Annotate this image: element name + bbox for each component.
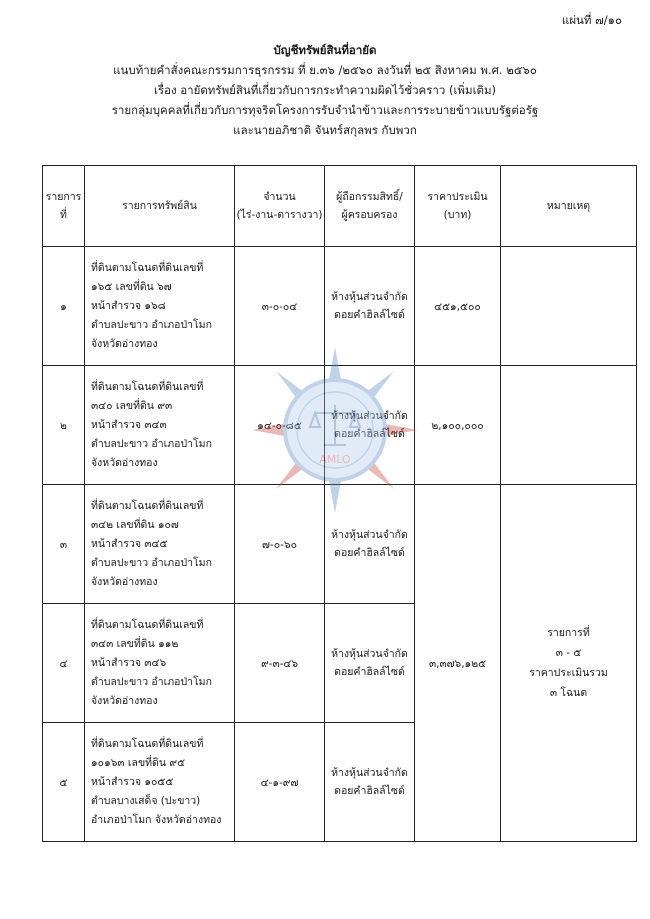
- document-header: [0, 40, 650, 140]
- header-desc: รายการทรัพย์สิน: [85, 166, 235, 247]
- header-area: [235, 166, 325, 247]
- desc-line: ที่ดินตามโฉนดที่ดินเลขที่: [91, 499, 204, 512]
- doc-persons: และนายอภิชาติ จันทร์สกุลพร กับพวก: [233, 123, 417, 137]
- asset-owner: [325, 366, 415, 485]
- asset-area: ๙-๓-๔๖: [235, 604, 325, 723]
- doc-group: รายกลุ่มบุคคลที่เกี่ยวกับการทุจริตโครงการรับจำนำข้าวและการระบายข้าวแบบรัฐต่อรัฐ: [111, 103, 539, 117]
- doc-order-ref: แนบท้ายคำสั่งคณะกรรมการธุรกรรม ที่ ย.๓๖ /๒๕๖๐ ลงวันที่ ๒๕ สิงหาคม พ.ศ. ๒๕๖๐: [113, 63, 537, 77]
- header-no: รายการที่: [43, 166, 85, 247]
- desc-line: ที่ดินตามโฉนดที่ดินเลขที่: [91, 737, 204, 750]
- owner-line: ห้างหุ้นส่วนจำกัด: [331, 529, 408, 541]
- asset-area: ๓-๐-๐๔: [235, 247, 325, 366]
- owner-line: ห้างหุ้นส่วนจำกัด: [331, 410, 408, 422]
- remark-line: ราคาประเมินรวม: [529, 667, 608, 679]
- row-number: ๔: [43, 604, 85, 723]
- header-owner-line2: ผู้ครอบครอง: [341, 209, 398, 221]
- desc-line: อำเภอป่าโมก จังหวัดอ่างทอง: [91, 813, 222, 826]
- asset-description: [85, 485, 235, 604]
- header-owner: [325, 166, 415, 247]
- asset-price: ๔๕๑,๕๐๐: [415, 247, 501, 366]
- asset-description: [85, 723, 235, 842]
- owner-line: ดอยคำฮิลล์ไซด์: [334, 666, 405, 678]
- asset-description: [85, 247, 235, 366]
- table-row: [43, 247, 637, 366]
- owner-line: ห้างหุ้นส่วนจำกัด: [331, 291, 408, 303]
- page-number: แผ่นที่ ๗/๑๐: [561, 13, 622, 27]
- remark-line: ๓ - ๕: [555, 647, 582, 659]
- asset-area: ๔-๑-๙๗: [235, 723, 325, 842]
- table-row: [43, 485, 637, 604]
- desc-line: ๓๔๐ เลขที่ดิน ๙๓: [91, 399, 173, 412]
- seal-text: AMLO: [319, 453, 351, 466]
- doc-title: บัญชีทรัพย์สินที่อายัด: [273, 43, 377, 57]
- owner-line: ดอยคำฮิลล์ไซด์: [334, 428, 405, 440]
- desc-line: ตำบลปะขาว อำเภอป่าโมก: [91, 318, 212, 331]
- row-number: ๕: [43, 723, 85, 842]
- desc-line: หน้าสำรวจ ๓๔๕: [91, 537, 168, 550]
- asset-price: ๒,๑๐๐,๐๐๐: [415, 366, 501, 485]
- doc-subject: เรื่อง อายัดทรัพย์สินที่เกี่ยวกับการกระทำความผิดไว้ชั่วคราว (เพิ่มเติม): [153, 83, 497, 97]
- asset-remark: [501, 366, 637, 485]
- desc-line: ๑๖๕ เลขที่ดิน ๖๗: [91, 280, 172, 293]
- row-number: ๑: [43, 247, 85, 366]
- asset-owner: [325, 485, 415, 604]
- asset-owner: [325, 247, 415, 366]
- desc-line: ๓๔๒ เลขที่ดิน ๑๐๗: [91, 518, 179, 531]
- owner-line: ดอยคำฮิลล์ไซด์: [334, 785, 405, 797]
- owner-line: ห้างหุ้นส่วนจำกัด: [331, 648, 408, 660]
- desc-line: ตำบลบางเสด็จ (ปะขาว): [91, 794, 201, 807]
- desc-line: ตำบลปะขาว อำเภอป่าโมก: [91, 556, 212, 569]
- asset-remark: [501, 247, 637, 366]
- header-area-line2: (ไร่-งาน-ตารางวา): [236, 209, 323, 221]
- asset-area: ๑๔-๐-๘๕: [235, 366, 325, 485]
- row-number: ๒: [43, 366, 85, 485]
- row-number: ๓: [43, 485, 85, 604]
- merged-remark: [501, 485, 637, 842]
- header-area-line1: จำนวน: [263, 191, 296, 203]
- desc-line: จังหวัดอ่างทอง: [91, 456, 158, 469]
- desc-line: หน้าสำรวจ ๑๐๕๕: [91, 775, 174, 788]
- desc-line: หน้าสำรวจ ๑๖๘: [91, 299, 166, 312]
- desc-line: ตำบลปะขาว อำเภอป่าโมก: [91, 437, 212, 450]
- owner-line: ดอยคำฮิลล์ไซด์: [334, 547, 405, 559]
- desc-line: จังหวัดอ่างทอง: [91, 575, 158, 588]
- header-price-line1: ราคาประเมิน: [427, 191, 488, 203]
- desc-line: หน้าสำรวจ ๓๔๓: [91, 418, 167, 431]
- desc-line: จังหวัดอ่างทอง: [91, 694, 158, 707]
- header-price: [415, 166, 501, 247]
- desc-line: ๓๔๓ เลขที่ดิน ๑๑๒: [91, 637, 179, 650]
- header-owner-line1: ผู้ถือกรรมสิทธิ์/: [336, 191, 403, 203]
- asset-area: ๗-๐-๖๐: [235, 485, 325, 604]
- table-header-row: [43, 166, 637, 247]
- owner-line: ห้างหุ้นส่วนจำกัด: [331, 767, 408, 779]
- header-remark: หมายเหตุ: [501, 166, 637, 247]
- asset-table: [42, 165, 637, 842]
- remark-line: ๓ โฉนด: [549, 687, 588, 699]
- table-row: [43, 366, 637, 485]
- desc-line: ที่ดินตามโฉนดที่ดินเลขที่: [91, 261, 204, 274]
- desc-line: ๑๐๑๖๓ เลขที่ดิน ๙๕: [91, 756, 186, 769]
- remark-line: รายการที่: [547, 627, 590, 639]
- asset-owner: [325, 723, 415, 842]
- header-price-line2: (บาท): [443, 209, 472, 221]
- owner-line: ดอยคำฮิลล์ไซด์: [334, 309, 405, 321]
- desc-line: หน้าสำรวจ ๓๔๖: [91, 656, 167, 669]
- asset-description: [85, 366, 235, 485]
- asset-description: [85, 604, 235, 723]
- desc-line: ที่ดินตามโฉนดที่ดินเลขที่: [91, 380, 204, 393]
- merged-price: ๓,๓๗๖,๑๒๕: [415, 485, 501, 842]
- desc-line: ที่ดินตามโฉนดที่ดินเลขที่: [91, 618, 204, 631]
- desc-line: จังหวัดอ่างทอง: [91, 337, 158, 350]
- asset-owner: [325, 604, 415, 723]
- desc-line: ตำบลปะขาว อำเภอป่าโมก: [91, 675, 212, 688]
